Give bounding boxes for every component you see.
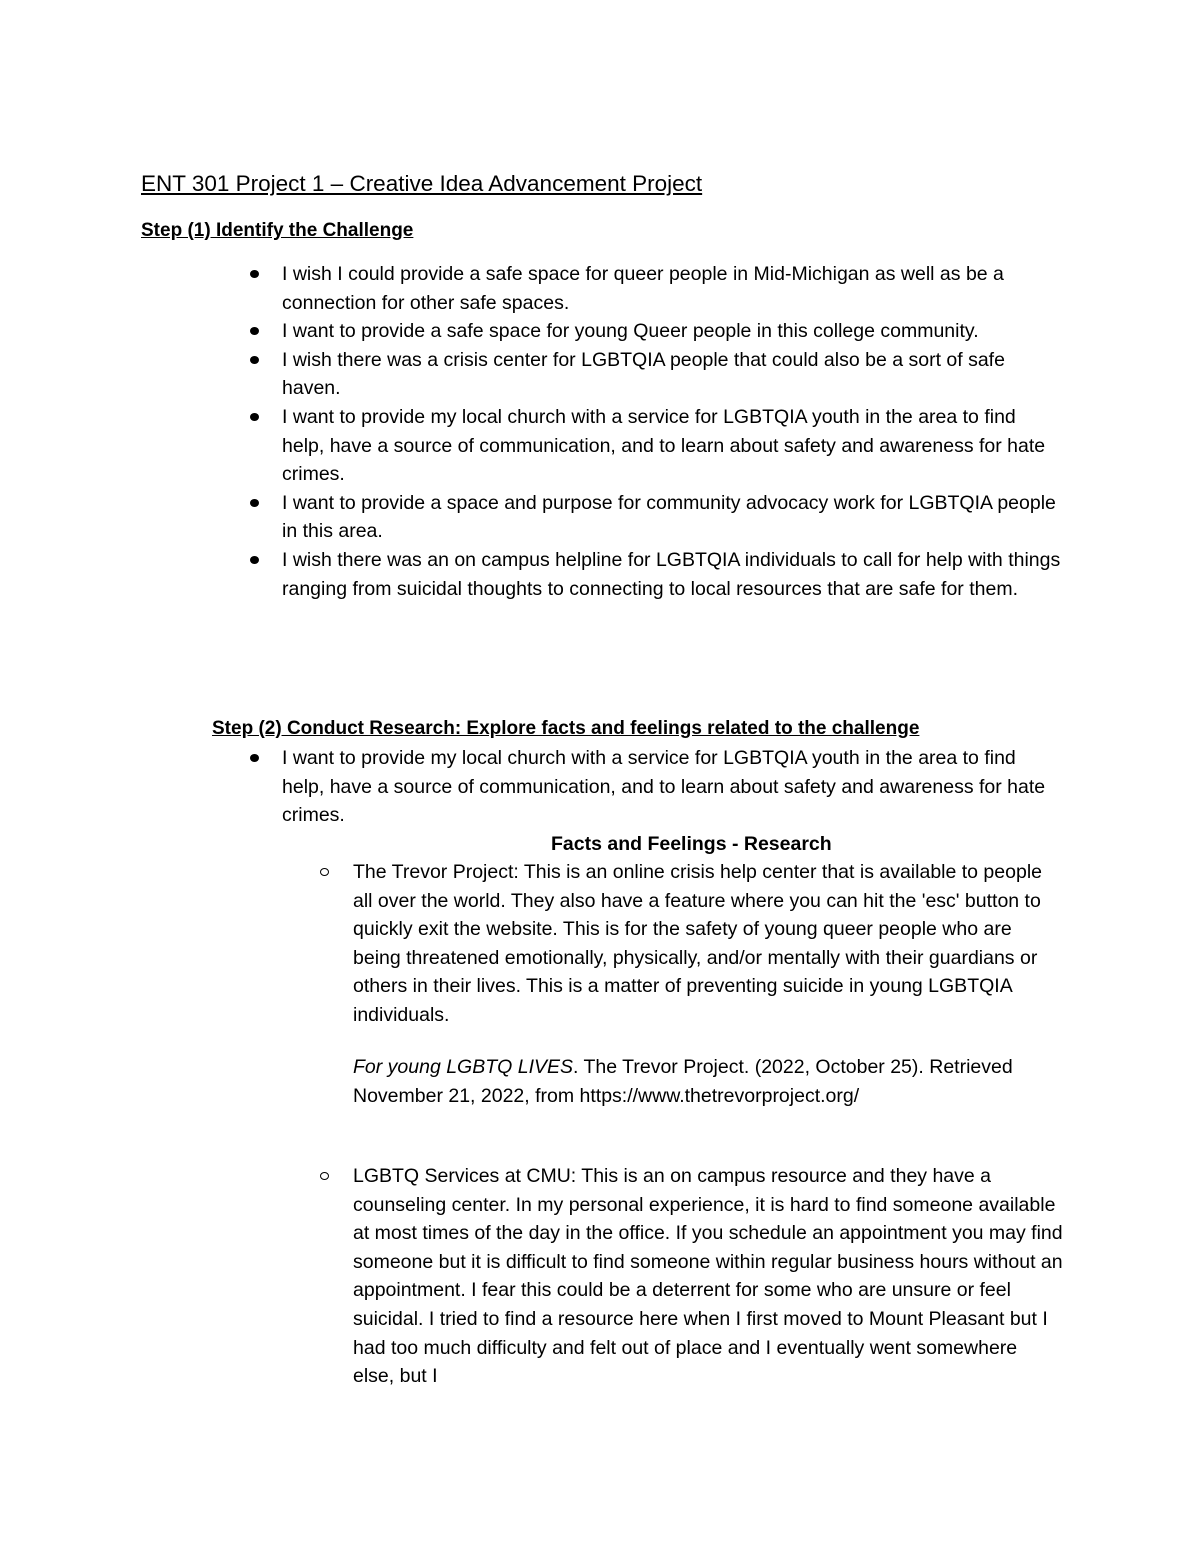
list-item: [0, 744, 1062, 830]
research-item: [0, 858, 1063, 1030]
bullet-icon: [250, 754, 259, 762]
research-list-cmu: [0, 1162, 1200, 1391]
list-item: [0, 546, 1062, 603]
citation-rest: . The Trevor Project. (2022, October 25). Retrieved November 21, 2022, from https://www.thetrevorproject.org/: [353, 1056, 1013, 1107]
circle-bullet-icon: [320, 868, 329, 876]
list-item: [0, 346, 1062, 403]
research-item-text: The Trevor Project: This is an online crisis help center that is available to people all over the world. They also have a feature where you can hit the 'esc' button to quickly exit the website. This is for the safety of young queer people who are being threatened emotionally, physically, and/or mentally with their guardians or others in their lives. This is a matter of preventing suicide in young LGBTQIA individuals.: [353, 861, 1042, 1026]
list-item-text: I wish there was an on campus helpline for LGBTQIA individuals to call for help with things ranging from suicidal thoughts to connecting to local resources that are safe for them.: [282, 548, 1061, 600]
list-item-text: I wish there was a crisis center for LGBTQIA people that could also be a sort of safe haven.: [282, 348, 1005, 400]
research-subheading: Facts and Feelings - Research: [551, 833, 832, 855]
citation: [353, 1053, 1073, 1110]
step2-bullet-list: [0, 744, 1200, 830]
research-item: [0, 1162, 1063, 1391]
bullet-icon: [250, 327, 259, 335]
research-item-text: LGBTQ Services at CMU: This is an on campus resource and they have a counseling center. In my personal experience, it is hard to find someone available at most times of the day in the office. If you schedule an appointment you may find someone but it is difficult to find someone within regular business hours without an appointment. I fear this could be a deterrent for some who are unsure or feel suicidal. I tried to find a resource here when I first moved to Mount Pleasant but I had too much difficulty and felt out of place and I eventually went somewhere else, but I: [353, 1165, 1063, 1388]
bullet-icon: [250, 499, 259, 507]
step1-heading: Step (1) Identify the Challenge: [141, 220, 414, 241]
circle-bullet-icon: [320, 1172, 329, 1180]
list-item-text: I want to provide a space and purpose for community advocacy work for LGBTQIA people in this area.: [282, 491, 1056, 543]
step1-bullet-list: [0, 260, 1200, 603]
list-item: [0, 317, 1062, 346]
citation-title: For young LGBTQ LIVES: [353, 1056, 574, 1078]
list-item: [0, 403, 1062, 489]
list-item: [0, 489, 1062, 546]
list-item-text: I want to provide my local church with a service for LGBTQIA youth in the area to find help, have a source of communication, and to learn about safety and awareness for hate crimes.: [282, 747, 1046, 827]
bullet-icon: [250, 556, 259, 564]
step2-heading: Step (2) Conduct Research: Explore facts and feelings related to the challenge: [212, 718, 920, 739]
list-item: [0, 260, 1062, 317]
document-title: ENT 301 Project 1 – Creative Idea Advancement Project: [141, 171, 703, 196]
bullet-icon: [250, 413, 259, 421]
list-item-text: I want to provide a safe space for young Queer people in this college community.: [282, 320, 979, 343]
list-item-text: I want to provide my local church with a service for LGBTQIA youth in the area to find help, have a source of communication, and to learn about safety and awareness for hate crimes.: [282, 405, 1046, 486]
list-item-text: I wish I could provide a safe space for queer people in Mid-Michigan as well as be a connection for other safe spaces.: [282, 263, 1004, 314]
bullet-icon: [250, 356, 259, 364]
research-list-trevor: [0, 858, 1200, 1030]
bullet-icon: [250, 270, 259, 278]
